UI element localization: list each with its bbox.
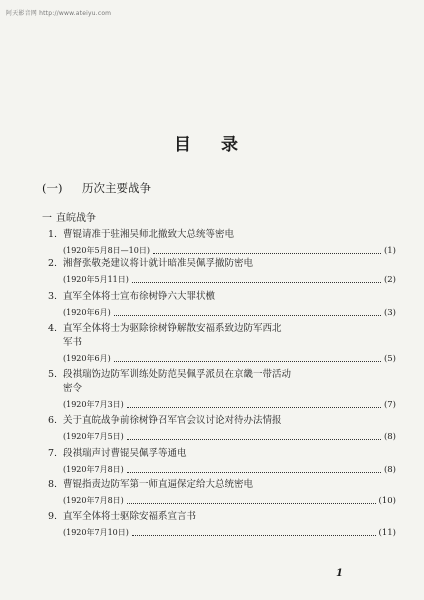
toc-entry-title — [48, 479, 253, 491]
section-number: (一) — [42, 181, 63, 195]
subsection-number: 一 — [42, 213, 52, 224]
toc-entry-date: (1920年7月8日) — [63, 496, 124, 505]
toc-entry-number: 5. — [48, 369, 58, 380]
subsection-heading — [42, 209, 96, 224]
toc-entry-text: 密令 — [63, 383, 83, 394]
toc-entry-dateline — [63, 399, 396, 411]
toc-entry-page: (3) — [383, 308, 396, 318]
page-title: 目 录 — [174, 135, 250, 155]
toc-entry-title — [48, 229, 234, 241]
toc-entry-number: 3. — [48, 291, 58, 302]
page-number: 1 — [336, 568, 343, 579]
dot-leader — [132, 281, 381, 283]
toc-entry-dateline — [63, 431, 396, 443]
toc-entry-date: (1920年5月11日) — [63, 275, 129, 284]
toc-entry-title — [48, 448, 187, 460]
toc-entry-number: 7. — [48, 448, 58, 459]
toc-entry-title — [48, 511, 196, 523]
toc-entry-dateline — [63, 245, 396, 257]
toc-entry-text: 直军全体将士宣布徐树铮六大罪状檄 — [63, 291, 216, 302]
toc-entry-text: 曹锟请准于驻湘吴师北撤致大总统等密电 — [63, 229, 235, 240]
toc-entry-page: (8) — [383, 465, 396, 475]
toc-entry-text: 段祺瑞声讨曹锟吴佩孚等通电 — [63, 448, 187, 459]
toc-entry-page: (11) — [378, 528, 396, 538]
toc-entry-date: (1920年6月) — [63, 354, 111, 363]
watermark: 阿天影音网 http://www.ateiyu.com — [6, 10, 112, 17]
toc-entry-date: (1920年7月8日) — [63, 465, 124, 474]
toc-entry-text: 军书 — [63, 337, 83, 348]
toc-entry-page: (5) — [383, 354, 396, 364]
subsection-label: 直皖战争 — [56, 213, 96, 224]
toc-entry-page: (8) — [383, 432, 396, 442]
toc-entry-page: (7) — [383, 400, 396, 410]
toc-entry-date: (1920年7月5日) — [63, 432, 124, 441]
toc-entry-number: 6. — [48, 415, 58, 426]
toc-entry-dateline — [63, 353, 396, 365]
toc-entry-number: 1. — [48, 229, 58, 240]
toc-entry-title — [48, 258, 253, 270]
dot-leader — [114, 360, 381, 362]
dot-leader — [132, 534, 376, 536]
toc-entry-date: (1920年7月3日) — [63, 400, 124, 409]
toc-entry-date: (1920年6月) — [63, 308, 111, 317]
toc-entry-number: 2. — [48, 258, 58, 269]
toc-entry-date: (1920年5月8日—10日) — [63, 246, 150, 255]
dot-leader — [127, 502, 376, 504]
toc-entry-title — [48, 291, 215, 303]
dot-leader — [127, 471, 381, 473]
section-heading — [42, 180, 151, 196]
toc-entry-dateline — [63, 274, 396, 286]
toc-entry-text: 湘督张敬尧建议将计就计暗准吴佩孚撤防密电 — [63, 258, 254, 269]
toc-entry-dateline — [63, 495, 396, 507]
toc-entry-page: (2) — [383, 275, 396, 285]
toc-entry-title-continued — [63, 383, 82, 395]
dot-leader — [127, 406, 381, 408]
toc-entry-title-continued — [63, 337, 82, 349]
toc-entry-title — [48, 369, 291, 381]
dot-leader — [127, 438, 381, 440]
toc-entry-text: 关于直皖战争前徐树铮召军官会议讨论对待办法情报 — [63, 415, 282, 426]
toc-entry-dateline — [63, 464, 396, 476]
toc-entry-page: (1) — [383, 246, 396, 256]
toc-entry-text: 直军全体将士驱除安福系宣言书 — [63, 511, 197, 522]
toc-entry-page: (10) — [378, 496, 396, 506]
toc-entry-text: 直军全体将士为驱除徐树铮解散安福系致边防军西北 — [63, 323, 282, 334]
toc-entry-title — [48, 415, 282, 427]
dot-leader — [114, 314, 381, 316]
toc-entry-number: 4. — [48, 323, 58, 334]
toc-entry-date: (1920年7月10日) — [63, 528, 129, 537]
toc-entry-dateline — [63, 307, 396, 319]
toc-entry-text: 段祺瑞饬边防军训练处防范吴佩孚派员在京畿一带活动 — [63, 369, 292, 380]
toc-entry-text: 曹锟指责边防军第一师直逼保定给大总统密电 — [63, 479, 254, 490]
toc-entry-dateline — [63, 527, 396, 539]
dot-leader — [153, 252, 381, 254]
toc-entry-number: 9. — [48, 511, 58, 522]
toc-entry-number: 8. — [48, 479, 58, 490]
toc-entry-title — [48, 323, 282, 335]
section-label: 历次主要战争 — [82, 181, 151, 195]
